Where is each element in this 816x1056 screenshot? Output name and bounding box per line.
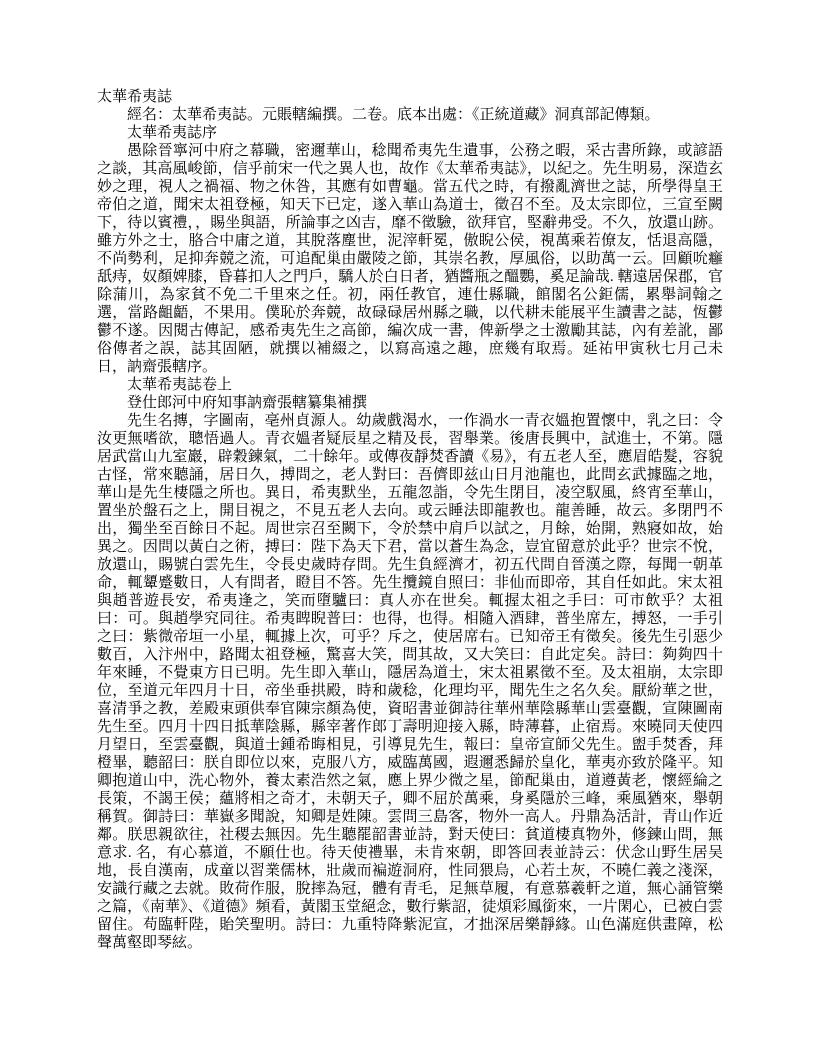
preface-heading: 太華希夷誌序 <box>127 125 218 141</box>
preface-paragraph: 愚除晉寧河中府之幕職，密邇華山，稔聞希夷先生遺事，公務之暇，采古書所錄，或諺語之談，其高風峻節，信乎前宋一代之異人也，故作《太華希夷誌》，以紀之。先生明易，深造玄妙之理，視人之禍福、物之休咎，其應有如曹龜。當五代之時，有撥亂濟世之誌，所學得皇王帝伯之道，聞宋太祖登極，知天下已定，遂入華山為道士，徵召不至。及太宗即位，三宣至闕下，待以賓禮，，賜坐與語，所論事之凶吉，靡不徵驗，欲拜官，堅辭弗受。不久，放還山跡。雖方外之士，胳合中庸之道，其脫落塵世，泥滓軒冕，傲睨公侯，視萬乘若僚友，恬退高隱，不尚勢利，足抑奔競之流，可追配巢由嚴陵之節，其崇名教，厚風俗，以助萬一云。回顧吮癰舐痔，奴顏婢膝，昏暮扣人之門戶，驕人於白日者，猶醬瓶之醞鸚，奚足論哉. 轄遠居保郡，官除蒲川，為家貧不免二千里來之任。初，兩任教官，連仕縣職，館閣名公鉅儒，累舉詞翰之選，當路齟齬，不果用。僕恥於奔競，故碌碌居州縣之職，以代耕未能展平生讀書之誌，恆鬱鬱不遂。因閱古傳記，感希夷先生之高節，編次成一書，俾新學之士激勵其誌，內有差訛，鄙俗傳者之誤，誌其固陋，就撰以補綴之，以寫高遠之趣，庶幾有取焉。延祐甲寅秋七月己未日，訥齋張轄序。 <box>97 143 723 375</box>
scripture-meta-line: 經名：太華希夷誌。元賬轄編撰。二卷。底本出處：《正統道藏》洞真部記傳類。 <box>127 107 660 123</box>
document-content <box>97 88 723 952</box>
body-paragraph: 先生名摶，字圖南，亳州貞源人。幼歲戲渴水，一作渦水一青衣媼抱置懷中，乳之曰：令汝更無嗜欲，聰悟過人。青衣媼者疑辰星之精及長，習舉業。後唐長興中，試進士，不第。隱居武當山九室巖，辟穀鍊氣，二十餘年。或傳夜靜焚香讀《易》，有五老人至，應眉皓髮，容貌古怪，常來聽誦，居日久，搏問之，老人對曰：吾儕即兹山日月池龍也，此問玄武據臨之地，華山是先生棲隱之所也。異日，希夷默坐，五龍忽詣，令先生閉目，凌空馭風，終宵至華山，置坐於盤石之上，開目視之，不見五老人去向。或云睡法即龍教也。龍善睡，故云。多閉門不出，獨坐至百餘日不起。周世宗召至闕下，令於禁中肩戶以試之，月餘，始開，熟寢如故，始異之。因問以黃白之術，搏曰：陛下為天下君，當以蒼生為念，豈宜留意於此乎？世宗不悅，放還山，賜號白雲先生，令長史歲時存問。先生負經濟才，初五代問自晉漢之際，每聞一朝革命，輒顰蹙數日，人有問者，瞪目不答。先生攬鏡自照曰：非仙而即帝，其自任如此。宋太祖與趙普遊長安，希夷逢之，笑而墮驢曰：真人亦在世矣。輒握太祖之手曰：可市飲乎？太祖曰：可。與趙學究同往。希夷睥睨普曰：也得，也得。相隨入酒肆，普坐席左，搏怒，一手引之曰：紫微帝垣一小星，輒據上次，可乎？斥之，使居席右。已知帝王有徵矣。後先生引惡少數百，入汴州中，路聞太祖登極，驚喜大笑，問其故，又大笑曰：自此定矣。詩曰：夠夠四十年來睡，不覺東方日已明。先生即入華山，隱居為道士，宋太祖累徵不至。及太祖崩，太宗即位，至道元年四月十日，帝坐垂拱殿，時和歲稔，化理均平，聞先生之名久矣。厭紛華之世，喜清爭之教，差殿束頭供奉官陳宗顏為使，資昭書並御詩往華州華陰縣華山雲臺觀，宣陳圖南先生至。四月十四日抵華陰縣，縣宰著作郎丁壽明迎接入縣，時薄暮，止宿焉。來曉同天使四月望日，至雲臺觀，與道士鍾希晦相見，引導見先生，報曰：皇帝宣師父先生。盥手焚香，拜橙畢，聽韶曰：朕自即位以來，克服八方，威臨萬國，遐邇悉歸於皇化，華夷亦致於隆平。知卿抱道山中，洗心物外，養太素浩然之氣，應上界少微之星，節配巢由，道遵黃老，懷經綸之長策，不謁王侯；蘊將相之奇才，未朝天子，卿不屈於萬乘，身奚隱於三峰，乘風猶來，舉朝稱賀。御詩曰：華嶽多聞說，知卿是姓陳。雲問三島客，物外一高人。丹鼎為活計，青山作近鄰。朕思親欲往，社稷去無因。先生聽罷韶書並詩，對天使曰：貧道棲真物外，修鍊山問，無意求. 名，有心慕道，不願仕也。待天使禮畢，未肯來朝，即答回表並詩云：伏念山野生居吴地，長自漢南，成童以習業儒林，壯歲而褊遊洞府，性同猥烏，心若土灰，不曉仁義之淺深，安識行藏之去就。敗荷作服，脫摔為冠，體有青毛，足無草履，有意慕羲軒之道，無心誦管樂之篇，《南華》、《道德》頻看，黃閣玉堂絕念，數行紫詔，徒煩彩鳳銜來，一片閑心，已被白雲留住。苟臨軒陛，貽笑聖明。詩曰：九重特降紫泥宣，才拙深居樂靜緣。山色滿庭供畫障，松聲萬壑即琴絃。 <box>97 413 723 951</box>
document-title: 太華希夷誌 <box>97 89 173 105</box>
attribution-line: 登仕郎河中府知事訥齋張轄纂集補撰 <box>127 395 368 411</box>
volume-heading: 太華希夷誌卷上 <box>127 377 233 393</box>
